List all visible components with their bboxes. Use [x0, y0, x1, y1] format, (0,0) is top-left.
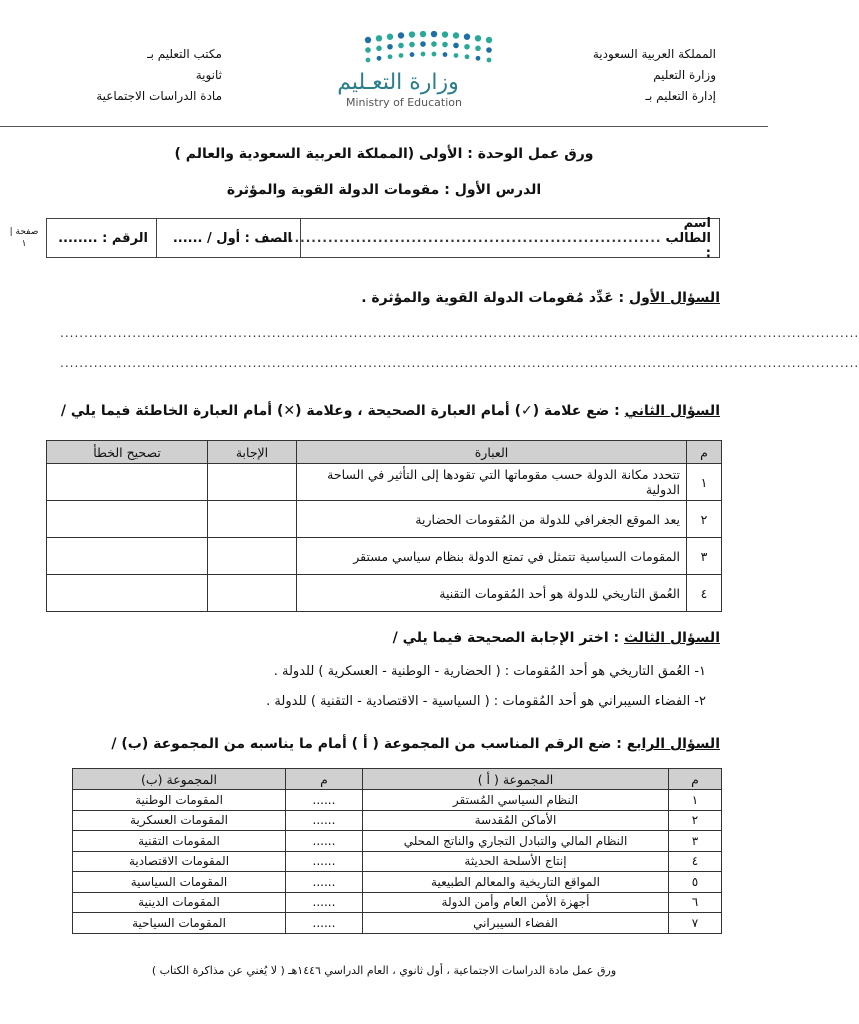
col-statement: العبارة	[297, 441, 687, 464]
header-subject: مادة الدراسات الاجتماعية	[96, 89, 222, 103]
table-row	[73, 872, 722, 893]
col-correction: تصحيح الخطأ	[47, 441, 208, 464]
match-blank[interactable]: ......	[286, 913, 363, 934]
answer-line-2[interactable]: ......................................................................................................................................................................	[60, 356, 859, 370]
group-a-item: الفضاء السيبراني	[363, 913, 669, 934]
row-number: ٢	[669, 810, 722, 831]
col-group-a: المجموعة ( أ )	[363, 769, 669, 790]
match-blank[interactable]: ......	[286, 851, 363, 872]
header-kingdom: المملكة العربية السعودية	[592, 47, 716, 61]
group-a-item: أجهزة الأمن العام وأمن الدولة	[363, 892, 669, 913]
row-number: ٤	[669, 851, 722, 872]
col-group-b: المجموعة (ب)	[73, 769, 286, 790]
match-blank[interactable]: ......	[286, 892, 363, 913]
row-number: ٢	[687, 501, 722, 538]
table-row	[73, 892, 722, 913]
matching-table	[72, 768, 722, 934]
row-statement: تتحدد مكانة الدولة حسب مقوماتها التي تقودها إلى التأثير في الساحة الدولية	[297, 464, 687, 501]
class-label: الصف : أول / ......	[172, 230, 292, 246]
correction-cell[interactable]	[47, 501, 208, 538]
correction-cell[interactable]	[47, 575, 208, 612]
group-a-item: النظام السياسي المُستقر	[363, 790, 669, 811]
answer-cell[interactable]	[208, 575, 297, 612]
choice-item-1: ١- العُمق التاريخي هو أحد المُقومات : ( الحضارية - الوطنية - العسكرية ) للدولة .	[273, 664, 706, 679]
correction-cell[interactable]	[47, 538, 208, 575]
table-row	[73, 810, 722, 831]
row-number: ٣	[669, 831, 722, 852]
match-blank[interactable]: ......	[286, 872, 363, 893]
group-a-item: المواقع التاريخية والمعالم الطبيعية	[363, 872, 669, 893]
row-number: ٦	[669, 892, 722, 913]
question-4-label: السؤال الرابع	[626, 736, 720, 752]
page-number: ١	[21, 239, 27, 249]
col-answer: الإجابة	[208, 441, 297, 464]
table-header-row	[73, 769, 722, 790]
table-row	[47, 464, 722, 501]
number-label: الرقم : ........	[58, 230, 148, 246]
group-b-item: المقومات الاقتصادية	[73, 851, 286, 872]
table-row	[73, 831, 722, 852]
header-education-admin: إدارة التعليم بـ	[645, 89, 716, 103]
match-blank[interactable]: ......	[286, 831, 363, 852]
header-office: مكتب التعليم بـ	[147, 47, 222, 61]
table-row	[47, 538, 722, 575]
question-2	[61, 403, 720, 419]
table-row	[47, 501, 722, 538]
match-blank[interactable]: ......	[286, 790, 363, 811]
group-b-item: المقومات العسكرية	[73, 810, 286, 831]
table-row	[73, 913, 722, 934]
page-label: صفحة |	[9, 227, 39, 237]
row-statement: العُمق التاريخي للدولة هو أحد المُقومات التقنية	[297, 575, 687, 612]
question-1-label: السؤال الأول	[629, 290, 720, 306]
header-right-block	[593, 44, 716, 107]
group-a-item: النظام المالي والتبادل التجاري والناتج المحلي	[363, 831, 669, 852]
question-4	[111, 736, 720, 752]
col-number: م	[687, 441, 722, 464]
table-header-row	[47, 441, 722, 464]
row-number: ٥	[669, 872, 722, 893]
logo-english-text: Ministry of Education	[345, 96, 462, 109]
choice-item-2: ٢- الفضاء السيبراني هو أحد المُقومات : ( السياسية - الاقتصادية - التقنية ) للدولة .	[266, 694, 706, 709]
col-number-b: م	[286, 769, 363, 790]
question-2-label: السؤال الثاني	[624, 403, 720, 419]
answer-cell[interactable]	[208, 464, 297, 501]
group-b-item: المقومات الوطنية	[73, 790, 286, 811]
group-b-item: المقومات السياسية	[73, 872, 286, 893]
question-1	[361, 290, 720, 306]
ministry-logo	[298, 24, 498, 110]
number-box[interactable]	[46, 218, 157, 258]
row-number: ٤	[687, 575, 722, 612]
table-row	[73, 851, 722, 872]
question-3	[393, 630, 720, 646]
page-indicator	[4, 226, 44, 250]
page-footer: ورق عمل مادة الدراسات الاجتماعية ، أول ثانوي ، العام الدراسي ١٤٤٦هـ ( لا يُغني عن مذاكرة الكتاب )	[151, 964, 617, 977]
question-1-text: : عَدِّد مُقومات الدولة القوية والمؤثرة .	[361, 290, 630, 306]
class-box[interactable]	[156, 218, 301, 258]
row-statement: يعد الموقع الجغرافي للدولة من المُقومات الحضارية	[297, 501, 687, 538]
header-left-block	[92, 44, 222, 107]
question-2-text: : ضع علامة (✓) أمام العبارة الصحيحة ، وعلامة (✕) أمام العبارة الخاطئة فيما يلي /	[60, 403, 625, 419]
student-name-box[interactable]	[261, 215, 720, 261]
group-b-item: المقومات السياحية	[73, 913, 286, 934]
table-row	[47, 575, 722, 612]
question-3-label: السؤال الثالث	[623, 630, 720, 646]
header-school-type: ثانوية	[195, 68, 222, 82]
header-divider	[0, 126, 768, 127]
group-b-item: المقومات الدينية	[73, 892, 286, 913]
header-ministry: وزارة التعليم	[653, 68, 716, 82]
answer-line-1[interactable]: ......................................................................................................................................................................	[60, 326, 859, 340]
question-3-text: : اختر الإجابة الصحيحة فيما يلي /	[392, 630, 624, 646]
question-4-text: : ضع الرقم المناسب من المجموعة ( أ ) أمام ما يناسبه من المجموعة (ب) /	[111, 736, 627, 752]
answer-cell[interactable]	[208, 538, 297, 575]
lesson-title: الدرس الأول : مقومات الدولة القوية والمؤثرة	[226, 182, 542, 198]
student-name-dots: ........................................................................	[261, 231, 662, 245]
logo-dots-icon	[298, 24, 498, 74]
student-name-label: اسم الطالب :	[665, 215, 711, 261]
true-false-table	[46, 440, 722, 612]
answer-cell[interactable]	[208, 501, 297, 538]
logo-arabic-text: وزارة التعـليم	[337, 70, 459, 95]
correction-cell[interactable]	[47, 464, 208, 501]
table-row	[73, 790, 722, 811]
group-a-item: إنتاج الأسلحة الحديثة	[363, 851, 669, 872]
col-number-a: م	[669, 769, 722, 790]
unit-title: ورق عمل الوحدة : الأولى (المملكة العربية السعودية والعالم )	[174, 146, 594, 162]
row-number: ٣	[687, 538, 722, 575]
group-b-item: المقومات التقنية	[73, 831, 286, 852]
row-number: ١	[687, 464, 722, 501]
row-number: ٧	[669, 913, 722, 934]
match-blank[interactable]: ......	[286, 810, 363, 831]
row-number: ١	[669, 790, 722, 811]
row-statement: المقومات السياسية تتمثل في تمتع الدولة بنظام سياسي مستقر	[297, 538, 687, 575]
group-a-item: الأماكن المُقدسة	[363, 810, 669, 831]
